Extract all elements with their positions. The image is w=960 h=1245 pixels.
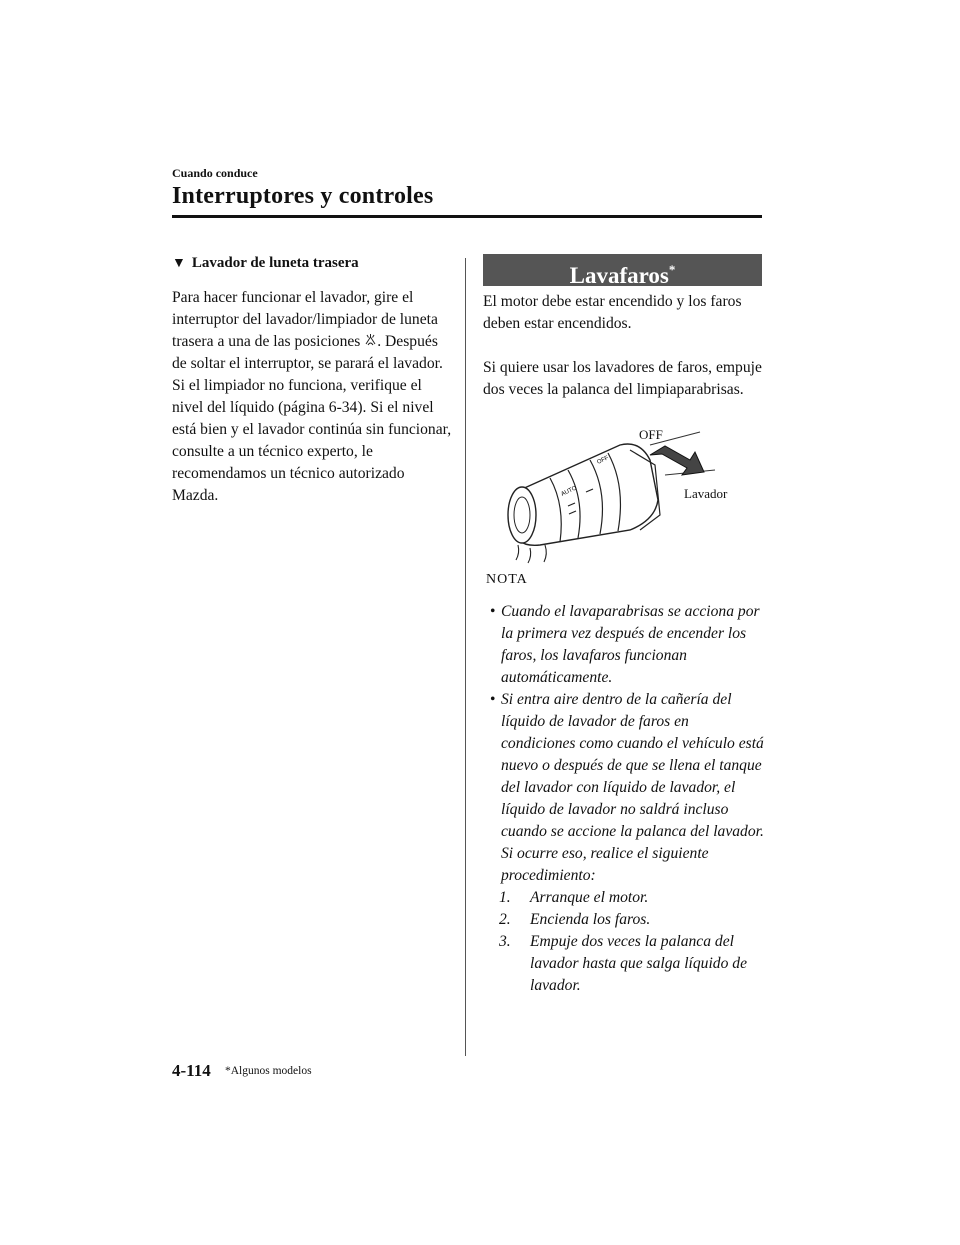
heading-marker: ▼ — [172, 256, 186, 271]
step-text: Encienda los faros. — [530, 911, 651, 928]
paragraph-troubleshoot: Si el limpiador no funciona, verifique el nivel del líquido (página 6-34). Si el nivel está bien y el lavador continúa sin funcionar, consulte a un técnico experto, le recomendamos un técnico autorizado Mazda. — [172, 377, 452, 504]
stalk-marking-auto: AUTO — [560, 485, 578, 498]
bullet: • — [490, 603, 496, 620]
note-text: Cuando el lavaparabrisas se acciona por la primera vez después de encender los faros, los lavafaros funcionan automáticamente. — [501, 603, 760, 686]
banner-footnote-mark: * — [668, 262, 676, 277]
column-divider — [465, 258, 466, 1056]
step-text: Empuje dos veces la palanca del lavador hasta que salga líquido de lavador. — [530, 933, 748, 994]
procedure-step — [499, 887, 764, 909]
right-column — [483, 291, 762, 423]
step-number: 2. — [499, 911, 511, 928]
paragraph-requirements: El motor debe estar encendido y los faros deben estar encendidos. — [483, 293, 742, 332]
bullet: • — [490, 691, 496, 708]
procedure-step — [499, 909, 764, 931]
footnote: *Algunos modelos — [225, 1065, 312, 1077]
illustration-label-off: OFF — [639, 427, 663, 442]
note-list — [489, 601, 764, 997]
illustration-label-washer: Lavador — [684, 486, 728, 501]
paragraph-text: Para hacer funcionar el lavador, gire el interruptor del lavador/limpiador de luneta trasera a una de las posiciones — [172, 289, 438, 350]
page-number: 4-114 — [172, 1061, 211, 1080]
step-number: 1. — [499, 889, 511, 906]
stalk-marking-off: OFF — [596, 455, 610, 466]
section-banner — [483, 254, 762, 286]
breadcrumb: Cuando conduce — [172, 166, 258, 180]
banner-title: Lavafaros — [569, 263, 669, 288]
step-number: 3. — [499, 933, 511, 950]
step-text: Arranque el motor. — [530, 889, 649, 906]
procedure-step — [499, 931, 764, 997]
paragraph-text: . Después de soltar el interruptor, se parará el lavador. — [172, 333, 443, 372]
section-heading — [172, 252, 452, 275]
note-item — [489, 689, 764, 887]
left-column — [172, 252, 452, 507]
paragraph-operation — [172, 287, 452, 375]
section-heading-text: Lavador de luneta trasera — [191, 255, 359, 271]
page-title: Interruptores y controles — [172, 183, 434, 209]
note-title: NOTA — [486, 572, 528, 587]
washer-spray-icon — [364, 332, 377, 346]
paragraph-instructions: Si quiere usar los lavadores de faros, empuje dos veces la palanca del limpiaparabrisas. — [483, 359, 762, 398]
title-rule — [172, 215, 762, 218]
note-item — [489, 601, 764, 689]
note-text: Si entra aire dentro de la cañería del líquido de lavador de faros en condiciones como cuando el vehículo está nuevo o después de que se llena el tanque del lavador con líquido de lavador, el líquido de lavador no saldrá incluso cuando se accione la palanca del lavador. Si ocurre eso, realice el siguiente procedimiento: — [501, 691, 764, 884]
